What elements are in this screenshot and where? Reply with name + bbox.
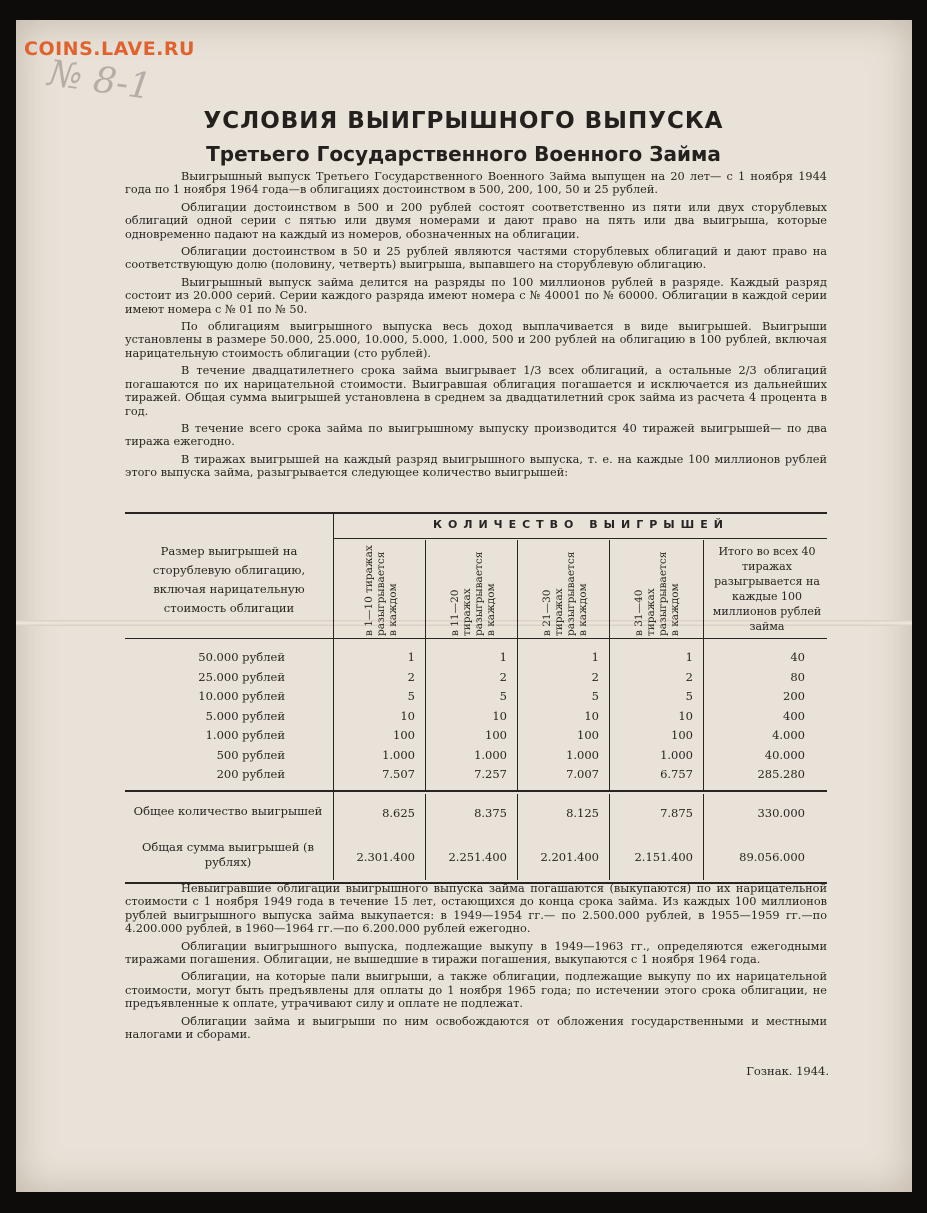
prize-count-cell: 7.507 — [382, 767, 415, 781]
summary-total-cell: 330.000 — [757, 806, 805, 820]
draws-21-30-header: в 21—30 тиражах разыгрывается в каждом — [541, 551, 589, 636]
paragraph: Облигации выигрышного выпуска, подлежащие выкупу в 1949—1963 гг., определяются ежегодными тиражами погашения. Облигации, не вышедшие в тиражи погашения, выкупаются с 1 ноября 1964 года. — [125, 939, 827, 967]
paragraph: Облигации достоинством в 500 и 200 рублей состоят соответственно из пяти или двух сторублевых облигаций одной серии с пятью или двумя номерами и дают право на пять или два выигрыша, которые одновременно падают на каждый из номеров, обозначенных на облигации. — [125, 200, 827, 241]
summary-cell: 2.301.400 — [356, 850, 415, 864]
prize-count-cell: 1 — [685, 650, 693, 664]
prize-total-cell: 40.000 — [764, 747, 805, 762]
prize-count-cell: 100 — [393, 728, 415, 742]
prize-count-cell: 100 — [671, 728, 693, 742]
prize-count-cell: 2 — [591, 669, 599, 684]
prize-count-cell: 1.000 — [566, 747, 599, 762]
summary-cell: 8.375 — [474, 806, 507, 820]
prize-count-cell: 10 — [400, 708, 415, 723]
paragraph: Выигрышный выпуск займа делится на разряды по 100 миллионов рублей в разряде. Каждый разряд состоит из 20.000 серий. Серии каждого разряда имеют номера с № 40001 по № 60000. Облигации в каждой серии имеют номера с № 01 по № 50. — [125, 275, 827, 316]
prize-count-cell: 100 — [577, 728, 599, 742]
prize-size-label: 1.000 рублей — [205, 728, 285, 742]
document-subtitle: Третьего Государственного Военного Займа — [206, 142, 721, 166]
paragraph: Невыигравшие облигации выигрышного выпуска займа погашаются (выкупаются) по их нарицательной стоимости с 1 ноября 1949 года в течение 15 лет, остающихся до конца срока займа. Из каждых 100 миллионов рублей выигрышного выпуска займа выкупается: в 1949—1954 гг.— по 2.500.000 рублей, в 1955—1959 гг.—по 4.200.000 рублей, в 1960—1964 гг.—по 6.200.000 рублей ежегодно. — [125, 882, 827, 936]
handwritten-note: № 8-1 — [45, 52, 154, 109]
prize-count-cell: 6.757 — [660, 767, 693, 781]
paragraph: Облигации займа и выигрыши по ним освобождаются от обложения государственными и местными налогами и сборами. — [125, 1014, 827, 1042]
prize-count-cell: 10 — [584, 708, 599, 723]
summary-cell: 7.875 — [660, 806, 693, 820]
prize-count-cell: 10 — [678, 708, 693, 723]
prize-count-cell: 2 — [685, 669, 693, 684]
prize-size-label: 10.000 рублей — [198, 689, 285, 703]
summary-label: Общее количество выигрышей — [133, 804, 323, 818]
prize-count-cell: 1 — [499, 650, 507, 664]
summary-cell: 8.125 — [566, 806, 599, 820]
prize-count-cell: 7.007 — [566, 767, 599, 781]
site-watermark: COINS.LAVE.RU — [24, 38, 195, 60]
draws-11-20-header: в 11—20 тиражах разыгрывается в каждом — [449, 551, 497, 636]
summary-cell: 2.251.400 — [448, 850, 507, 864]
total-header: Итого во всех 40 тиражах разыгрывается на каждые 100 миллионов рублей займа — [712, 545, 822, 633]
prize-size-label: 25.000 рублей — [198, 669, 285, 684]
paragraph: Облигации, на которые пали выигрыши, а также облигации, подлежащие выкупу по их нарицательной стоимости, могут быть предъявлены для оплаты до 1 ноября 1965 года; по истечении этого срока облигации, не предъявленные к оплате, утрачивают силу и оплате не подлежат. — [125, 970, 827, 1011]
prize-size-label: 5.000 рублей — [205, 708, 285, 723]
terms-top — [125, 170, 827, 484]
paragraph: Облигации достоинством в 50 и 25 рублей являются частями сторублевых облигаций и дают право на соответствующую долю (половину, четверть) выигрыша, выпавшего на сторублевую облигацию. — [125, 245, 827, 272]
prize-size-label: 500 рублей — [216, 747, 285, 762]
summary-label: Общая сумма выигрышей (в рублях) — [141, 840, 315, 869]
draws-1-10-header: в 1—10 тиражах разыгрывается в каждом — [363, 545, 399, 636]
draws-31-40-header: в 31—40 тиражах разыгрывается в каждом — [633, 551, 681, 636]
prize-count-cell: 100 — [485, 728, 507, 742]
paragraph: По облигациям выигрышного выпуска весь доход выплачивается в виде выигрышей. Выигрыши установлены в размере 50.000, 25.000, 10.000, 5.000, 1.000, 500 и 200 рублей на облигацию в 100 рублей, включая нарицательную стоимость облигации (сто рублей). — [125, 320, 827, 360]
prize-table — [125, 512, 827, 884]
paragraph: В течение двадцатилетнего срока займа выигрывает 1/3 всех облигаций, а остальные 2/3 облигаций погашаются по их нарицательной стоимости. Выигравшая облигация погашается и исключается из дальнейших тиражей. Общая сумма выигрышей установлена в среднем за двадцатилетний срок займа из расчета 4 процента в год. — [125, 364, 827, 418]
prize-total-cell: 4.000 — [772, 728, 805, 742]
prize-count-cell: 7.257 — [474, 767, 507, 781]
prize-total-cell: 40 — [790, 650, 805, 664]
prize-total-cell: 400 — [783, 708, 805, 723]
prize-total-cell: 200 — [783, 689, 805, 703]
prize-count-cell: 2 — [499, 669, 507, 684]
prize-count-cell: 1 — [407, 650, 415, 664]
prize-total-cell: 80 — [790, 669, 805, 684]
prize-size-header: Размер выигрышей на сторублевую облигацию, включая нарицательную стоимость облигации — [152, 544, 306, 615]
prize-count-cell: 10 — [492, 708, 507, 723]
summary-cell: 2.201.400 — [540, 850, 599, 864]
paragraph: Выигрышный выпуск Третьего Государственного Военного Займа выпущен на 20 лет— с 1 ноября 1944 года по 1 ноября 1964 года—в облигациях достоинством в 500, 200, 100, 50 и 25 рублей. — [125, 170, 827, 197]
prize-count-cell: 1.000 — [660, 747, 693, 762]
prize-size-label: 200 рублей — [216, 767, 285, 781]
prize-count-cell: 1 — [591, 650, 599, 664]
prize-count-cell: 2 — [407, 669, 415, 684]
paragraph: В течение всего срока займа по выигрышному выпуску производится 40 тиражей выигрышей— по два тиража ежегодно. — [125, 421, 827, 449]
prize-count-cell: 5 — [685, 689, 693, 703]
prize-count-cell: 1.000 — [382, 747, 415, 762]
summary-cell: 8.625 — [382, 806, 415, 820]
prize-count-cell: 5 — [407, 689, 415, 703]
paragraph: В тиражах выигрышей на каждый разряд выигрышного выпуска, т. е. на каждые 100 миллионов рублей этого выпуска займа, разыгрывается следующее количество выигрышей: — [125, 452, 827, 480]
prize-count-cell: 5 — [499, 689, 507, 703]
summary-cell: 2.151.400 — [634, 850, 693, 864]
prize-count-cell: 5 — [591, 689, 599, 703]
summary-total-cell: 89.056.000 — [739, 850, 805, 864]
prize-size-label: 50.000 рублей — [198, 650, 285, 664]
printer-signature: Гознак. 1944. — [746, 1064, 829, 1078]
prize-count-cell: 1.000 — [474, 747, 507, 762]
document-title: УСЛОВИЯ ВЫИГРЫШНОГО ВЫПУСКА — [203, 108, 724, 134]
terms-bottom — [125, 882, 827, 1045]
prize-total-cell: 285.280 — [757, 767, 805, 781]
quantity-group-header: КОЛИЧЕСТВО ВЫИГРЫШЕЙ — [433, 518, 729, 531]
